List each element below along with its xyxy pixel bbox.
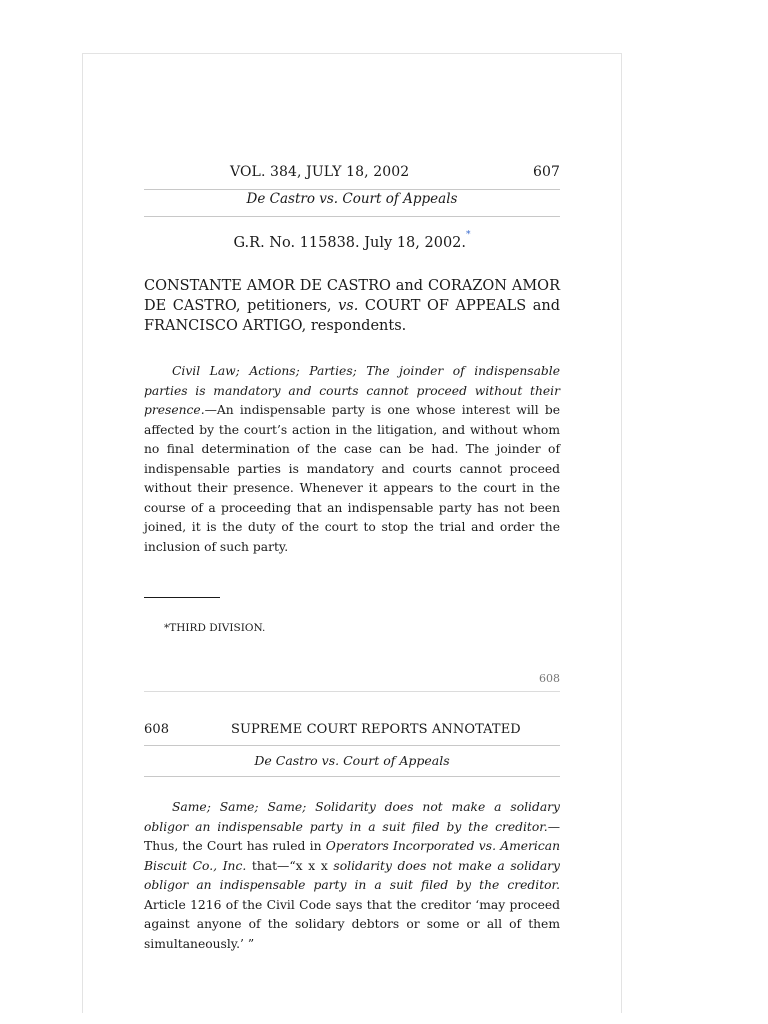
syllabus-text: —Thus, the Court has ruled in (144, 819, 560, 853)
syllabus-paragraph (144, 798, 560, 954)
running-head-title: SUPREME COURT REPORTS ANNOTATED (231, 722, 521, 737)
page-number: 607 (532, 164, 560, 180)
versus-text: vs. (338, 298, 359, 314)
case-title: De Castro vs. Court of Appeals (246, 191, 458, 207)
petitioners-text: CONSTANTE AMOR DE CASTRO and CORAZON AMOR DE CASTRO, petitioners, (144, 278, 560, 314)
header-rule (144, 216, 560, 217)
parties-block (144, 276, 560, 336)
gr-number-text: G.R. No. 115838. July 18, 2002. (233, 234, 467, 251)
footnote-rule (144, 597, 220, 598)
header-rule (144, 776, 560, 777)
page-break-rule (144, 691, 560, 692)
syllabus-headnote: Same; Same; Same; Solidarity does not make a solidary obligor an indispensable party in a suit filed by the creditor. (144, 800, 560, 834)
syllabus-text: —An indispensable party is one whose interest will be affected by the court’s action in the litigation, and without whom no final determination of the case can be had. The joinder of indispensable parties is mandatory and courts cannot proceed without their presence. Whenever it appears to the court in the course of a proceeding that an indispensable party has not been joined, it is the duty of the court to stop the trial and order the inclusion of such party. (144, 403, 560, 554)
syllabus-text: that—“x x x (246, 858, 334, 873)
syllabus-headnote: Civil Law; Actions; Parties; The joinder of indispensable parties is mandatory and courts cannot proceed without their presence. (144, 364, 560, 417)
gr-number (144, 230, 560, 251)
quoted-italic: solidarity does not make a solidary obligor an indispensable party in a suit filed by the creditor. (144, 858, 560, 892)
running-head-title: VOL. 384, JULY 18, 2002 (230, 164, 410, 180)
syllabus-text: Article 1216 of the Civil Code says that the creditor ‘may proceed against anyone of the solidary debtors or some or all of them simultaneously.’ ” (144, 897, 560, 951)
next-page-marker: 608 (539, 672, 560, 685)
case-title: De Castro vs. Court of Appeals (254, 753, 450, 768)
page-number: 608 (144, 722, 170, 737)
respondents-text: COURT OF APPEALS and FRANCISCO ARTIGO, respondents. (144, 298, 560, 334)
case-reference: Operators Incorporated vs. American Biscuit Co., Inc. (144, 839, 560, 873)
header-rule (144, 745, 560, 746)
syllabus-paragraph (144, 362, 560, 557)
header-rule (144, 189, 560, 190)
footnote-link[interactable]: * (466, 230, 471, 240)
footnote: *THIRD DIVISION. (164, 622, 266, 634)
